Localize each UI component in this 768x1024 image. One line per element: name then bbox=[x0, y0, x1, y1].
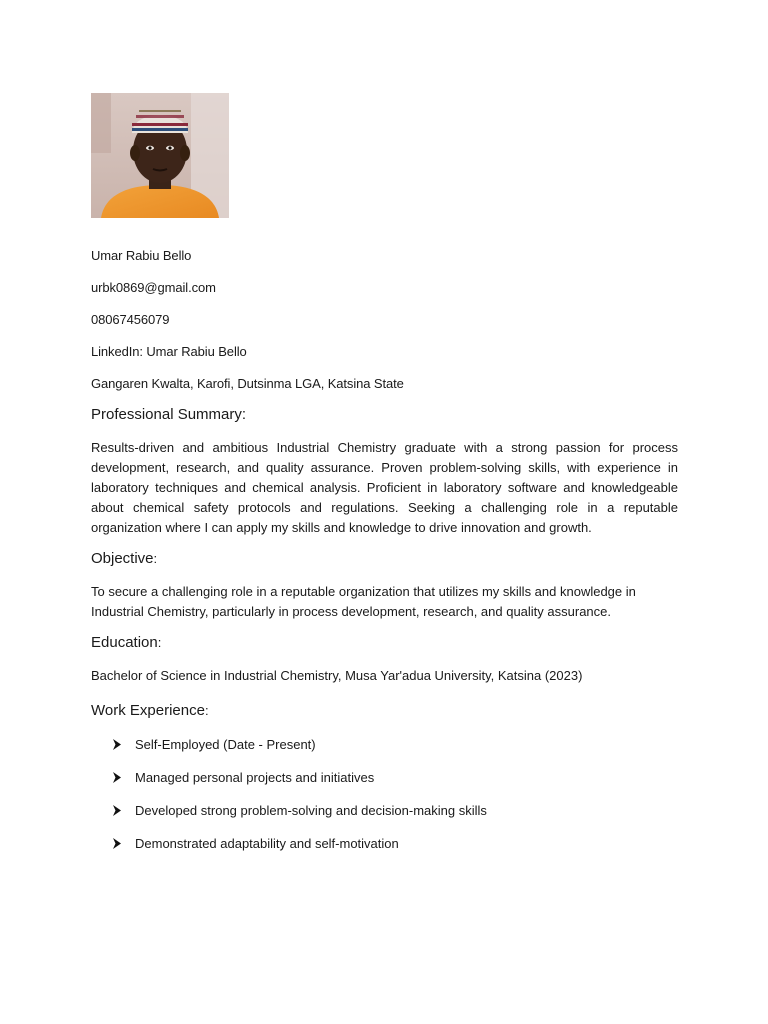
objective-heading-colon: : bbox=[153, 551, 158, 566]
education-heading bbox=[91, 634, 678, 652]
education-heading-label: Education bbox=[91, 634, 158, 651]
education-heading-colon: : bbox=[157, 635, 162, 650]
education-text: Bachelor of Science in Industrial Chemistry, Musa Yar'adua University, Katsina (2023) bbox=[91, 668, 583, 683]
work-item-text: Developed strong problem-solving and decision-making skills bbox=[135, 803, 487, 818]
list-item bbox=[91, 835, 678, 852]
work-experience-heading-label: Work Experience bbox=[91, 702, 205, 719]
work-item-text: Demonstrated adaptability and self-motivation bbox=[135, 836, 399, 851]
contact-name: Umar Rabiu Bello bbox=[91, 248, 192, 263]
contact-email[interactable]: urbk0869@gmail.com bbox=[91, 280, 216, 295]
professional-summary-heading: Professional Summary: bbox=[91, 406, 247, 423]
resume-page bbox=[91, 93, 678, 868]
work-item-text: Self-Employed (Date - Present) bbox=[135, 737, 316, 752]
list-item bbox=[91, 769, 678, 786]
arrow-bullet-icon bbox=[112, 739, 122, 750]
objective-heading bbox=[91, 550, 678, 568]
profile-photo bbox=[91, 93, 229, 218]
work-experience-list bbox=[91, 736, 678, 852]
work-experience-heading-colon: : bbox=[204, 703, 209, 718]
contact-linkedin[interactable]: LinkedIn: Umar Rabiu Bello bbox=[91, 344, 247, 359]
objective-text: To secure a challenging role in a reputable organization that utilizes my skills and knowledge in Industrial Chemistry, particularly in process development, research, and quality assurance. bbox=[91, 584, 636, 619]
arrow-bullet-icon bbox=[112, 772, 122, 783]
list-item bbox=[91, 802, 678, 819]
contact-address: Gangaren Kwalta, Karofi, Dutsinma LGA, Katsina State bbox=[91, 376, 404, 391]
work-experience-heading bbox=[91, 702, 678, 720]
list-item bbox=[91, 736, 678, 753]
work-item-text: Managed personal projects and initiatives bbox=[135, 770, 375, 785]
objective-heading-label: Objective bbox=[91, 550, 154, 567]
contact-phone: 08067456079 bbox=[91, 312, 170, 327]
professional-summary-text: Results-driven and ambitious Industrial Chemistry graduate with a strong passion for process development, research, and quality assurance. Proven problem-solving skills, with experience in laboratory techniques and chemical analysis. Proficient in laboratory software and knowledgeable about chemical safety protocols and regulations. Seeking a challenging role in a reputable organization where I can apply my skills and knowledge to drive innovation and growth. bbox=[91, 440, 678, 535]
arrow-bullet-icon bbox=[112, 805, 122, 816]
arrow-bullet-icon bbox=[112, 838, 122, 849]
